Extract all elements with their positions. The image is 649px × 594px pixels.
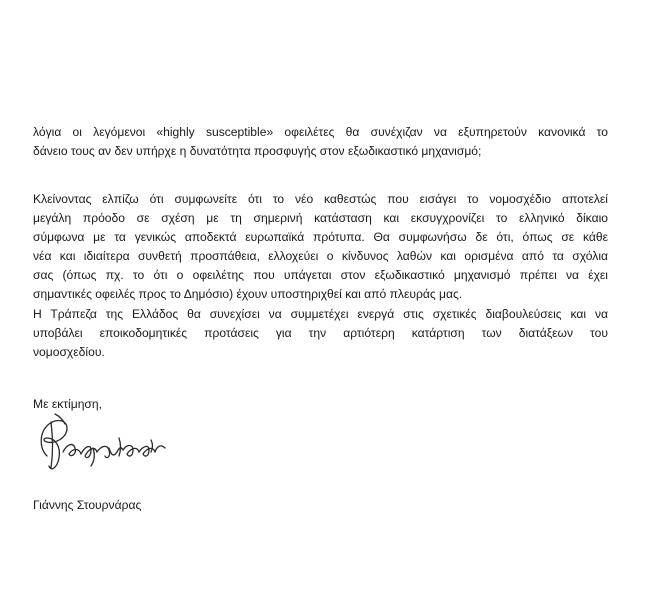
text-line: Κλείνοντας ελπίζω ότι συμφωνείτε ότι το νέο καθεστώς που εισάγει το νομοσχέδιο αποτελεί bbox=[33, 192, 608, 206]
closing-salutation: Με εκτίμηση, bbox=[33, 397, 102, 411]
letter-paragraph bbox=[33, 190, 608, 304]
text-line: υποβάλει εποικοδομητικές προτάσεις για την αρτιότερη κατάρτιση των διατάξεων του bbox=[33, 326, 608, 340]
text-line: δάνειο τους αν δεν υπήρχε η δυνατότητα προσφυγής στον εξωδικαστικό μηχανισμό; bbox=[33, 144, 482, 158]
text-line: σας (όπως πχ. το ότι ο οφειλέτης που υπάγεται στον εξωδικαστικό μηχανισμό πρέπει να έχει bbox=[33, 268, 608, 282]
text-line: νέα και ιδιαίτερα συνθετή προσπάθεια, ελλοχεύει ο κίνδυνος λαθών και ορισμένα από τα σχόλια bbox=[33, 249, 608, 263]
letter-paragraph bbox=[33, 305, 608, 362]
text-line: νομοσχεδίου. bbox=[33, 345, 105, 359]
text-line: σημαντικές οφειλές προς το Δημόσιο) έχουν υποστηριχθεί και από πλευράς μας. bbox=[33, 287, 463, 301]
text-line: λόγια οι λεγόμενοι «highly susceptible» οφειλέτες θα συνέχιζαν να εξυπηρετούν κανονικά το bbox=[33, 125, 608, 139]
letter-paragraph bbox=[33, 123, 608, 161]
text-line: μεγάλη πρόοδο σε σχέση με τη σημερινή κατάσταση και εκσυγχρονίζει το ελληνικό δίκαιο bbox=[33, 211, 608, 225]
handwritten-signature bbox=[33, 408, 178, 482]
signatory-name: Γιάννης Στουρνάρας bbox=[33, 498, 142, 512]
text-line: Η Τράπεζα της Ελλάδος θα συνεχίσει να συμμετέχει ενεργά στις σχετικές διαβουλεύσεις και να bbox=[33, 307, 608, 321]
text-line: σύμφωνα με τα γενικώς αποδεκτά ευρωπαϊκά πρότυπα. Θα συμφωνήσω δε ότι, όπως σε κάθε bbox=[33, 230, 608, 244]
